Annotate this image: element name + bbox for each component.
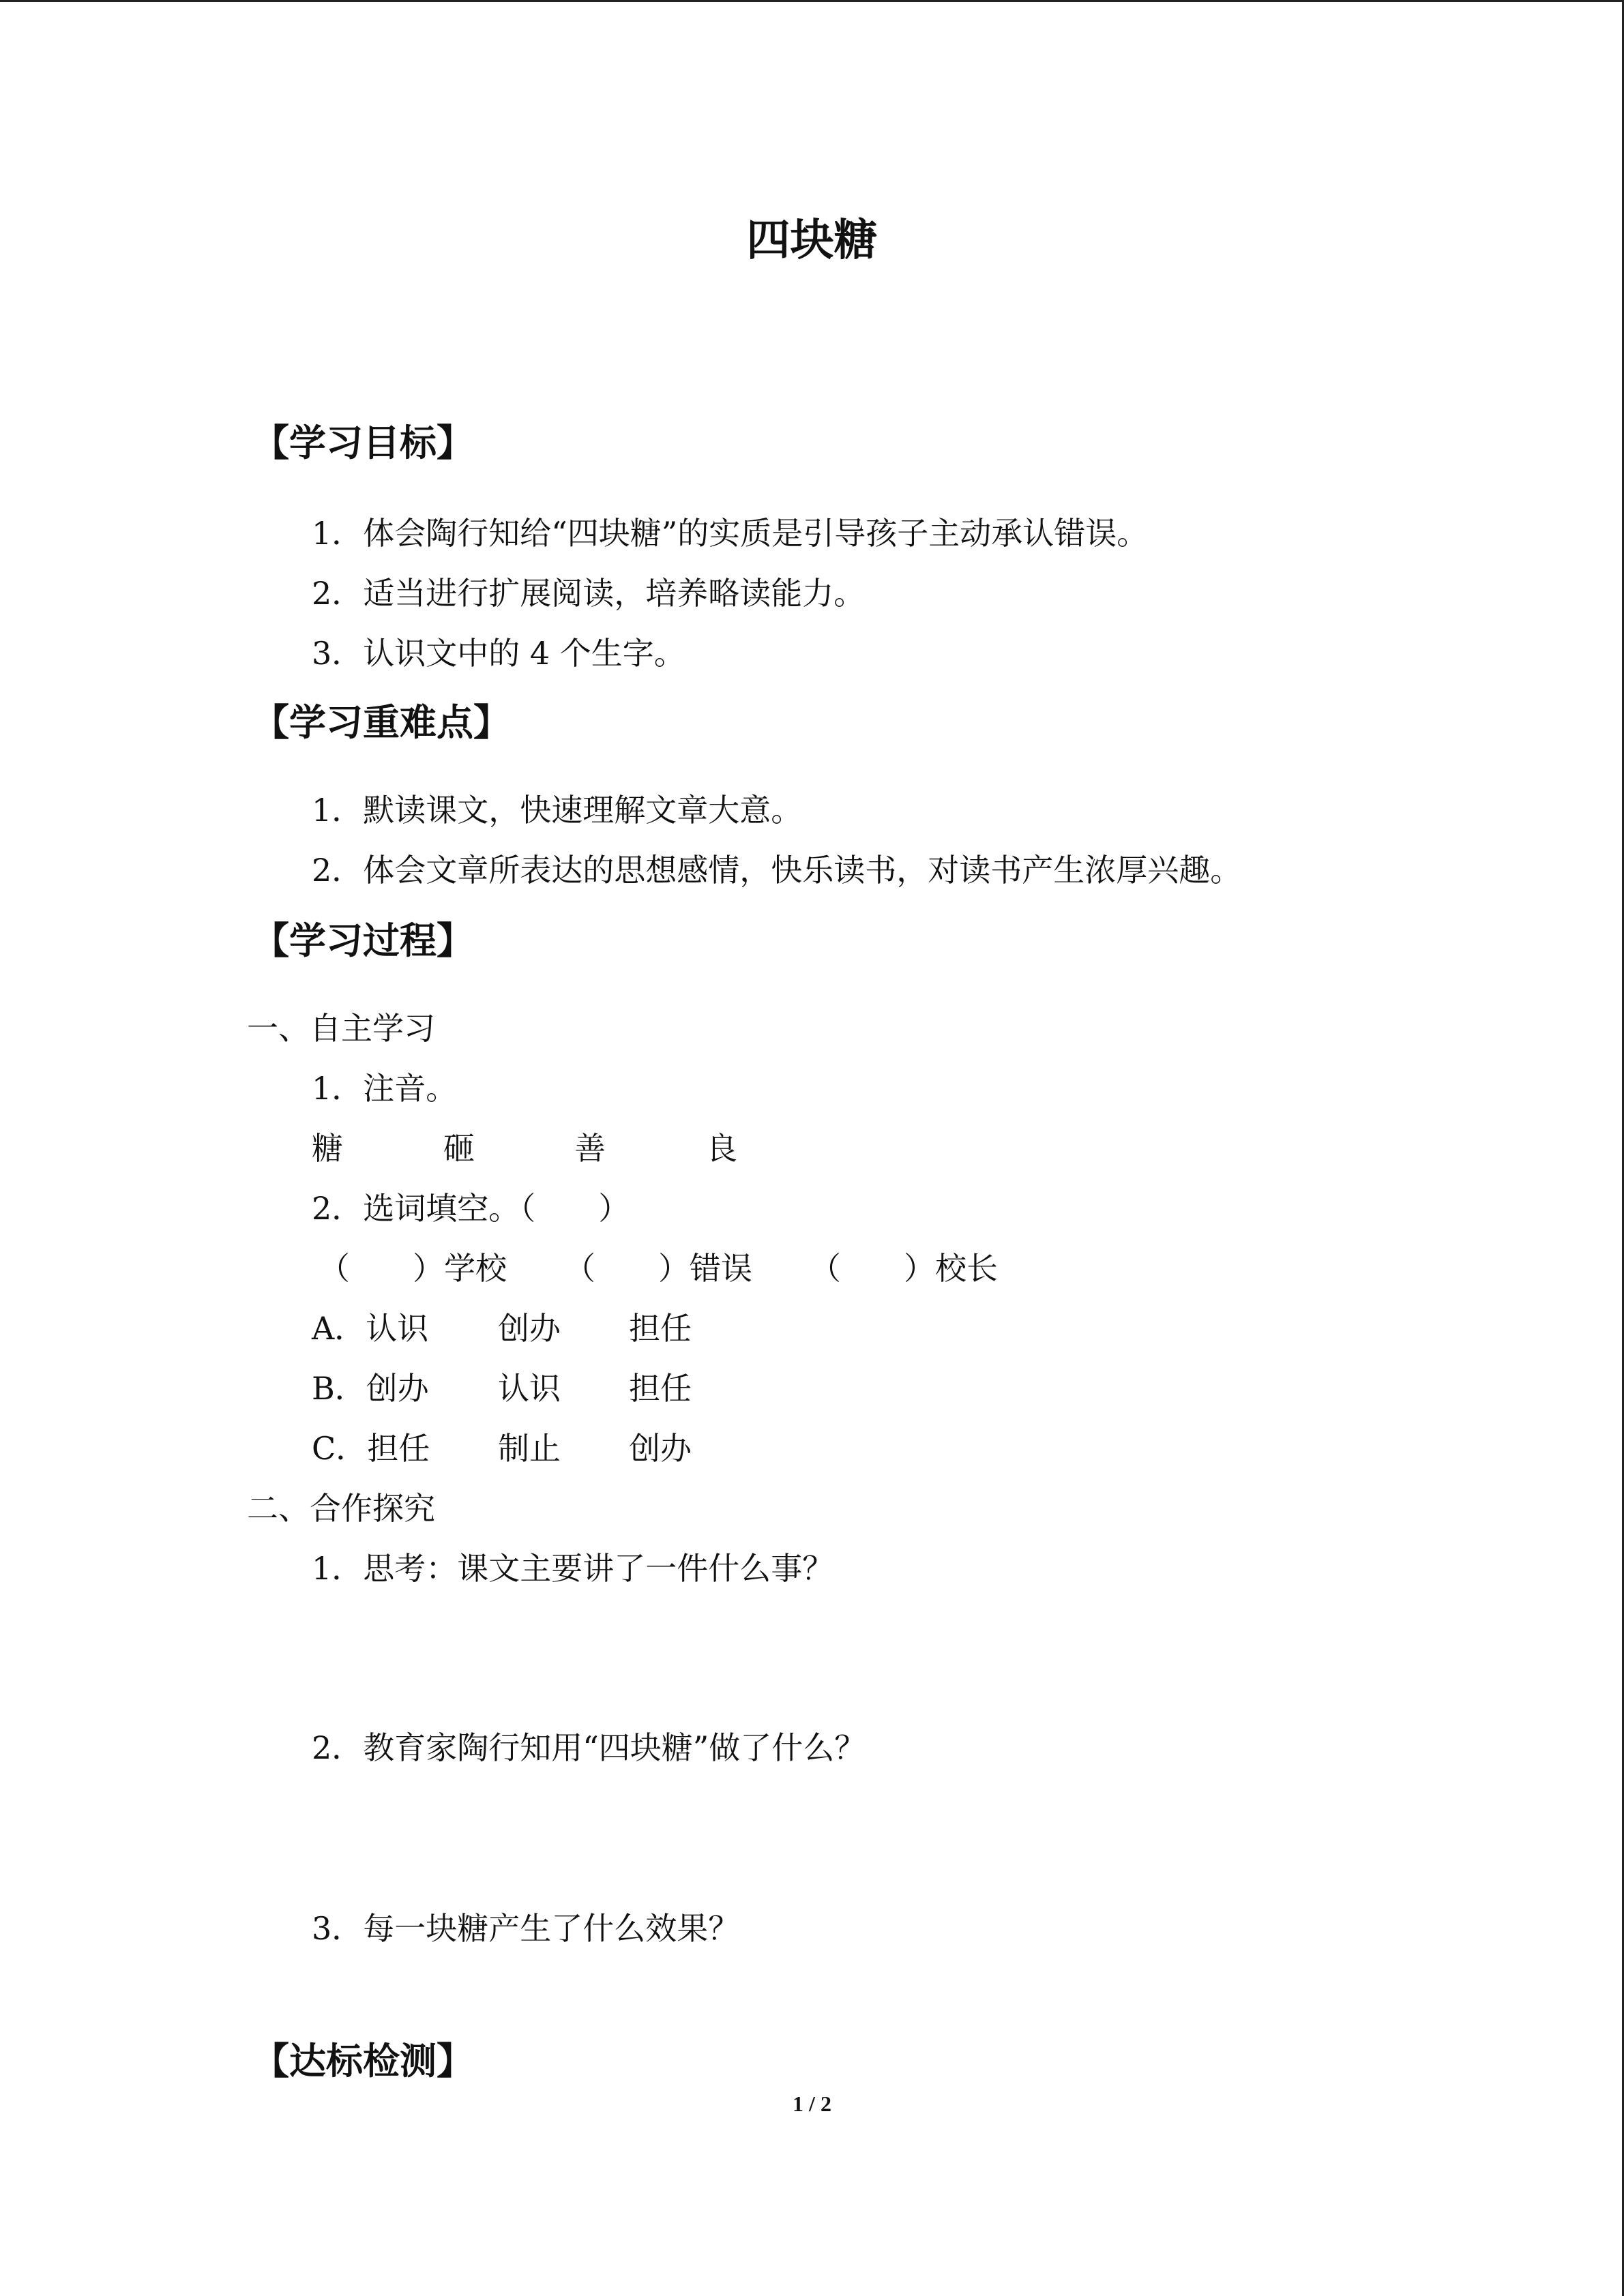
section-heading-key-points: 【学习重难点】 xyxy=(252,701,510,744)
part1-question-1: 1．注音。 xyxy=(312,1070,458,1107)
option-c-word-2: 制止 xyxy=(498,1430,561,1467)
blank-item-3: （ ）校长 xyxy=(810,1250,998,1287)
page-number: 1 / 2 xyxy=(793,2091,831,2116)
option-b-word-3: 担任 xyxy=(629,1370,692,1407)
goal-item-2: 2．适当进行扩展阅读，培养略读能力。 xyxy=(312,575,866,612)
pinyin-char-4: 良 xyxy=(706,1130,737,1167)
option-c-word-3: 创办 xyxy=(629,1430,692,1467)
goal-item-1: 1．体会陶行知给“四块糖”的实质是引导孩子主动承认错误。 xyxy=(312,515,1149,552)
document-title: 四块糖 xyxy=(746,215,878,266)
blank-item-1: （ ）学校 xyxy=(319,1250,507,1287)
key-point-item-2: 2．体会文章所表达的思想感情，快乐读书，对读书产生浓厚兴趣。 xyxy=(312,852,1242,889)
pinyin-char-1: 糖 xyxy=(312,1130,343,1167)
option-b-word-2: 认识 xyxy=(498,1370,561,1407)
pinyin-char-3: 善 xyxy=(574,1130,606,1167)
goal-item-3: 3．认识文中的 4 个生字。 xyxy=(312,635,685,672)
option-a-word-3: 担任 xyxy=(629,1310,692,1347)
part1-question-2: 2．选词填空。（ ） xyxy=(312,1190,630,1227)
part2-question-1: 1．思考：课文主要讲了一件什么事？ xyxy=(312,1550,834,1587)
part2-label: 二、合作探究 xyxy=(247,1490,435,1527)
pinyin-char-2: 砸 xyxy=(443,1130,475,1167)
section-heading-assessment: 【达标检测】 xyxy=(252,2040,473,2083)
option-a-label: A．认识 xyxy=(312,1310,429,1347)
section-heading-goals: 【学习目标】 xyxy=(252,421,473,464)
option-a-word-2: 创办 xyxy=(498,1310,561,1347)
blank-item-2: （ ）错误 xyxy=(564,1250,752,1287)
part1-label: 一、自主学习 xyxy=(247,1010,435,1047)
option-c-label: C．担任 xyxy=(312,1430,430,1467)
part2-question-3: 3．每一块糖产生了什么效果？ xyxy=(312,1910,740,1947)
option-b-label: B．创办 xyxy=(312,1370,429,1407)
key-point-item-1: 1．默读课文，快速理解文章大意。 xyxy=(312,792,803,829)
part2-question-2: 2．教育家陶行知用“四块糖”做了什么？ xyxy=(312,1729,866,1766)
section-heading-process: 【学习过程】 xyxy=(252,919,473,962)
